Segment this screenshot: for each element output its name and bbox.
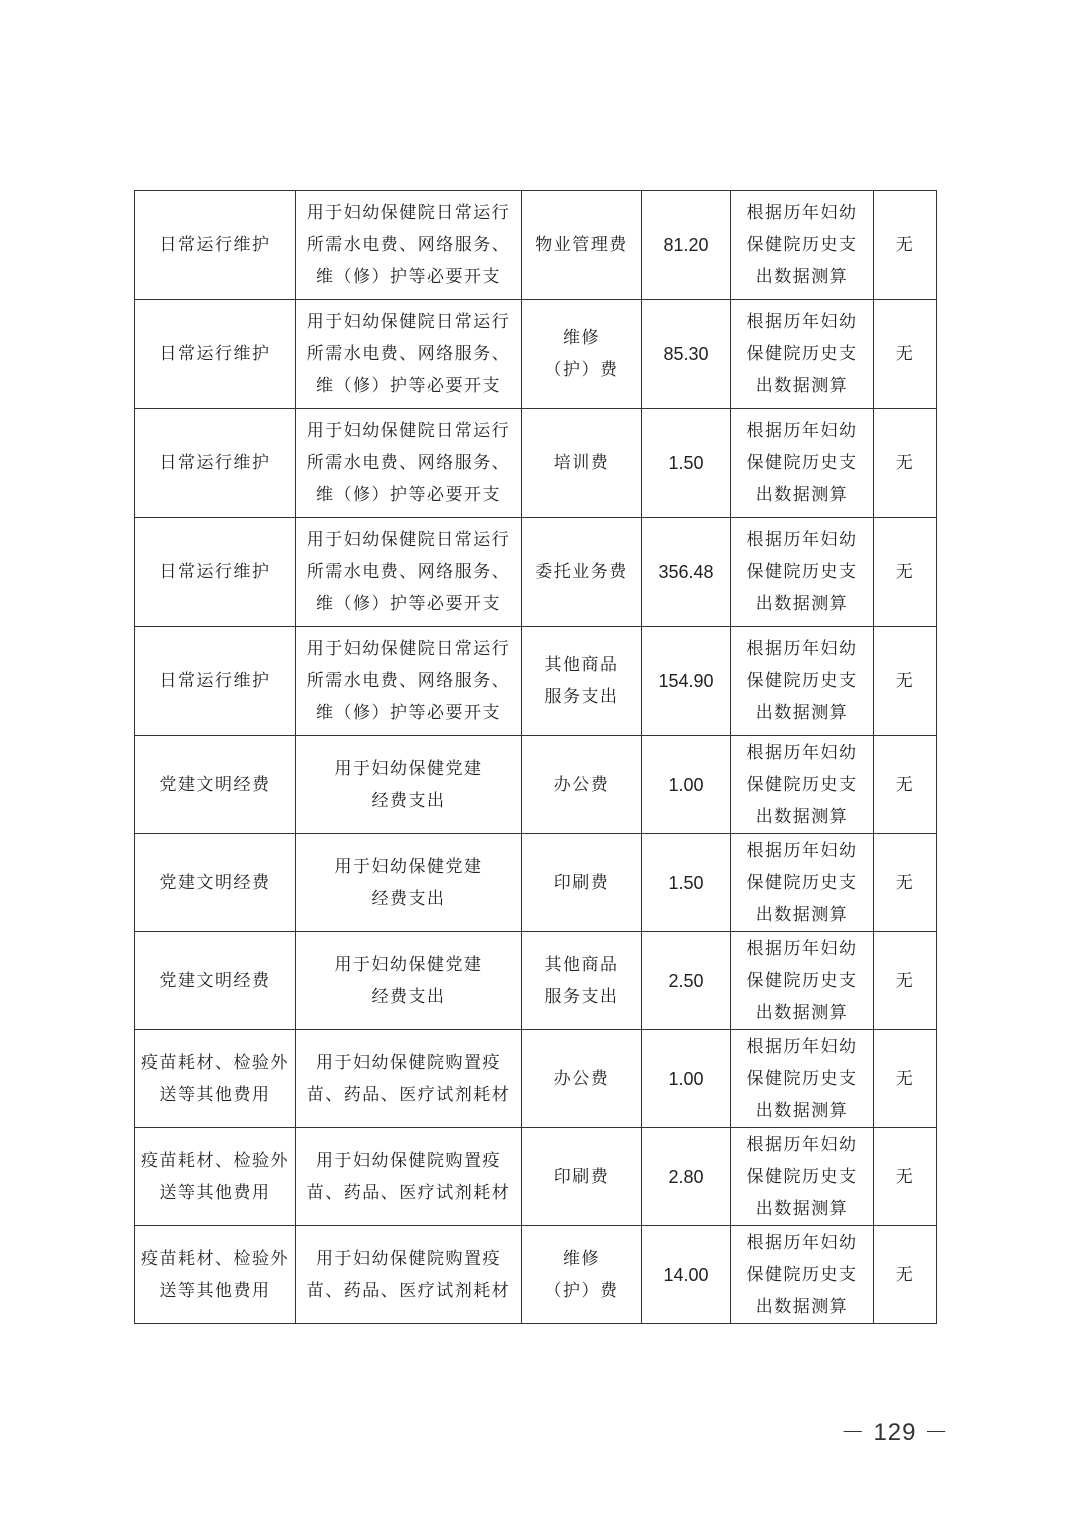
purpose-cell-line: 维（修）护等必要开支 bbox=[316, 594, 501, 614]
purpose-cell-line: 用于妇幼保健党建 bbox=[334, 856, 483, 877]
basis-cell-line: 根据历年妇幼 bbox=[746, 203, 858, 223]
expense-item-cell-line: （护）费 bbox=[544, 360, 619, 380]
expense-item-cell bbox=[522, 627, 642, 736]
purpose-cell-line: 用于妇幼保健院购置疫 bbox=[316, 1052, 501, 1073]
basis-cell-line: 出数据测算 bbox=[755, 1296, 849, 1317]
expense-item-cell-line: 办公费 bbox=[553, 774, 610, 795]
purpose-cell-line: 用于妇幼保健党建 bbox=[334, 758, 483, 779]
basis-cell-line: 根据历年妇幼 bbox=[746, 840, 858, 861]
basis-cell-line: 保健院历史支 bbox=[746, 1068, 858, 1089]
expense-item-cell bbox=[522, 191, 642, 300]
category-cell-line: 送等其他费用 bbox=[159, 1084, 271, 1105]
basis-cell-line: 保健院历史支 bbox=[746, 1264, 858, 1285]
purpose-cell-line: 维（修）护等必要开支 bbox=[316, 376, 501, 396]
basis-cell bbox=[731, 1226, 874, 1324]
amount-cell: 85.30 bbox=[642, 300, 731, 409]
basis-cell-line: 出数据测算 bbox=[755, 1100, 849, 1121]
note-cell: 无 bbox=[874, 300, 937, 409]
category-cell bbox=[135, 834, 296, 932]
note-cell: 无 bbox=[874, 1226, 937, 1324]
basis-cell-line: 出数据测算 bbox=[755, 267, 849, 287]
page-number: － 129 － bbox=[840, 1419, 950, 1446]
category-cell bbox=[135, 1030, 296, 1128]
category-cell-line: 日常运行维护 bbox=[159, 671, 271, 691]
basis-cell-line: 根据历年妇幼 bbox=[746, 1134, 858, 1155]
amount-cell: 1.50 bbox=[642, 834, 731, 932]
basis-cell-line: 保健院历史支 bbox=[746, 774, 858, 795]
basis-cell-line: 保健院历史支 bbox=[746, 872, 858, 893]
note-cell: 无 bbox=[874, 518, 937, 627]
basis-cell-line: 出数据测算 bbox=[755, 1198, 849, 1219]
purpose-cell bbox=[296, 1030, 522, 1128]
table-row bbox=[135, 300, 937, 409]
expense-item-cell bbox=[522, 736, 642, 834]
purpose-cell-line: 苗、药品、医疗试剂耗材 bbox=[306, 1084, 511, 1105]
basis-cell-line: 保健院历史支 bbox=[746, 562, 858, 582]
table-body bbox=[135, 191, 937, 1324]
basis-cell-line: 出数据测算 bbox=[755, 703, 849, 723]
expense-item-cell-line: 培训费 bbox=[553, 453, 610, 473]
table-row bbox=[135, 1226, 937, 1324]
expense-item-cell bbox=[522, 409, 642, 518]
category-cell bbox=[135, 1226, 296, 1324]
table-row bbox=[135, 191, 937, 300]
purpose-cell-line: 所需水电费、网络服务、 bbox=[306, 671, 511, 691]
basis-cell bbox=[731, 191, 874, 300]
note-cell: 无 bbox=[874, 1128, 937, 1226]
category-cell bbox=[135, 409, 296, 518]
category-cell-line: 日常运行维护 bbox=[159, 235, 271, 255]
expense-item-cell-line: 其他商品 bbox=[544, 954, 619, 975]
expense-item-cell-line: 印刷费 bbox=[553, 1166, 610, 1187]
purpose-cell-line: 维（修）护等必要开支 bbox=[316, 703, 501, 723]
note-cell: 无 bbox=[874, 736, 937, 834]
category-cell-line: 日常运行维护 bbox=[159, 344, 271, 364]
basis-cell-line: 出数据测算 bbox=[755, 904, 849, 925]
expense-item-cell bbox=[522, 518, 642, 627]
category-cell-line: 党建文明经费 bbox=[159, 872, 271, 893]
expense-item-cell bbox=[522, 1226, 642, 1324]
purpose-cell bbox=[296, 627, 522, 736]
expense-item-cell-line: 委托业务费 bbox=[535, 562, 628, 582]
amount-cell: 2.80 bbox=[642, 1128, 731, 1226]
table-row bbox=[135, 1030, 937, 1128]
category-cell bbox=[135, 300, 296, 409]
purpose-cell-line: 所需水电费、网络服务、 bbox=[306, 344, 511, 364]
basis-cell bbox=[731, 409, 874, 518]
expense-item-cell-line: 印刷费 bbox=[553, 872, 610, 893]
expense-item-cell bbox=[522, 834, 642, 932]
category-cell-line: 疫苗耗材、检验外 bbox=[141, 1248, 289, 1269]
basis-cell-line: 根据历年妇幼 bbox=[746, 938, 858, 959]
expense-item-cell bbox=[522, 1030, 642, 1128]
basis-cell-line: 出数据测算 bbox=[755, 806, 849, 827]
basis-cell-line: 保健院历史支 bbox=[746, 235, 858, 255]
purpose-cell-line: 用于妇幼保健院日常运行 bbox=[306, 639, 511, 659]
purpose-cell-line: 用于妇幼保健院日常运行 bbox=[306, 203, 511, 223]
amount-cell: 154.90 bbox=[642, 627, 731, 736]
amount-cell: 2.50 bbox=[642, 932, 731, 1030]
purpose-cell-line: 用于妇幼保健院购置疫 bbox=[316, 1150, 501, 1171]
category-cell-line: 日常运行维护 bbox=[159, 562, 271, 582]
expense-item-cell-line: 维修 bbox=[563, 1248, 600, 1269]
amount-cell: 81.20 bbox=[642, 191, 731, 300]
purpose-cell-line: 经费支出 bbox=[371, 888, 446, 909]
category-cell bbox=[135, 191, 296, 300]
purpose-cell-line: 所需水电费、网络服务、 bbox=[306, 562, 511, 582]
purpose-cell-line: 经费支出 bbox=[371, 790, 446, 811]
basis-cell-line: 出数据测算 bbox=[755, 594, 849, 614]
note-cell: 无 bbox=[874, 1030, 937, 1128]
basis-cell-line: 保健院历史支 bbox=[746, 344, 858, 364]
purpose-cell-line: 维（修）护等必要开支 bbox=[316, 267, 501, 287]
category-cell-line: 送等其他费用 bbox=[159, 1182, 271, 1203]
expense-item-cell-line: 服务支出 bbox=[544, 986, 619, 1007]
basis-cell bbox=[731, 834, 874, 932]
purpose-cell-line: 所需水电费、网络服务、 bbox=[306, 235, 511, 255]
basis-cell-line: 出数据测算 bbox=[755, 376, 849, 396]
basis-cell-line: 根据历年妇幼 bbox=[746, 742, 858, 763]
category-cell-line: 党建文明经费 bbox=[159, 970, 271, 991]
purpose-cell-line: 维（修）护等必要开支 bbox=[316, 485, 501, 505]
category-cell bbox=[135, 518, 296, 627]
purpose-cell-line: 用于妇幼保健院日常运行 bbox=[306, 312, 511, 332]
category-cell bbox=[135, 627, 296, 736]
expense-item-cell-line: 服务支出 bbox=[544, 687, 619, 707]
basis-cell-line: 根据历年妇幼 bbox=[746, 421, 858, 441]
budget-table bbox=[134, 190, 937, 1324]
purpose-cell bbox=[296, 1226, 522, 1324]
table-row bbox=[135, 518, 937, 627]
expense-item-cell-line: 维修 bbox=[563, 328, 600, 348]
amount-cell: 356.48 bbox=[642, 518, 731, 627]
basis-cell bbox=[731, 1128, 874, 1226]
purpose-cell-line: 用于妇幼保健院日常运行 bbox=[306, 421, 511, 441]
table-row bbox=[135, 932, 937, 1030]
expense-item-cell bbox=[522, 932, 642, 1030]
basis-cell bbox=[731, 300, 874, 409]
purpose-cell bbox=[296, 834, 522, 932]
table-row bbox=[135, 834, 937, 932]
purpose-cell bbox=[296, 1128, 522, 1226]
amount-cell: 1.00 bbox=[642, 736, 731, 834]
note-cell: 无 bbox=[874, 932, 937, 1030]
table-row bbox=[135, 409, 937, 518]
category-cell-line: 疫苗耗材、检验外 bbox=[141, 1052, 289, 1073]
purpose-cell bbox=[296, 518, 522, 627]
basis-cell-line: 保健院历史支 bbox=[746, 671, 858, 691]
purpose-cell-line: 苗、药品、医疗试剂耗材 bbox=[306, 1182, 511, 1203]
expense-item-cell bbox=[522, 300, 642, 409]
category-cell-line: 送等其他费用 bbox=[159, 1280, 271, 1301]
expense-item-cell-line: 办公费 bbox=[553, 1068, 610, 1089]
note-cell: 无 bbox=[874, 191, 937, 300]
amount-cell: 1.00 bbox=[642, 1030, 731, 1128]
purpose-cell-line: 所需水电费、网络服务、 bbox=[306, 453, 511, 473]
basis-cell bbox=[731, 1030, 874, 1128]
purpose-cell-line: 苗、药品、医疗试剂耗材 bbox=[306, 1280, 511, 1301]
table-row bbox=[135, 627, 937, 736]
purpose-cell bbox=[296, 300, 522, 409]
basis-cell bbox=[731, 518, 874, 627]
purpose-cell bbox=[296, 409, 522, 518]
basis-cell-line: 根据历年妇幼 bbox=[746, 312, 858, 332]
basis-cell-line: 保健院历史支 bbox=[746, 453, 858, 473]
category-cell bbox=[135, 1128, 296, 1226]
expense-item-cell-line: 其他商品 bbox=[544, 655, 619, 675]
amount-cell: 1.50 bbox=[642, 409, 731, 518]
amount-cell: 14.00 bbox=[642, 1226, 731, 1324]
category-cell-line: 党建文明经费 bbox=[159, 774, 271, 795]
basis-cell-line: 保健院历史支 bbox=[746, 1166, 858, 1187]
purpose-cell-line: 用于妇幼保健院购置疫 bbox=[316, 1248, 501, 1269]
category-cell-line: 疫苗耗材、检验外 bbox=[141, 1150, 289, 1171]
category-cell bbox=[135, 932, 296, 1030]
purpose-cell-line: 经费支出 bbox=[371, 986, 446, 1007]
table-row bbox=[135, 736, 937, 834]
table-row bbox=[135, 1128, 937, 1226]
basis-cell bbox=[731, 627, 874, 736]
purpose-cell-line: 用于妇幼保健党建 bbox=[334, 954, 483, 975]
purpose-cell bbox=[296, 932, 522, 1030]
note-cell: 无 bbox=[874, 627, 937, 736]
basis-cell-line: 出数据测算 bbox=[755, 485, 849, 505]
purpose-cell-line: 用于妇幼保健院日常运行 bbox=[306, 530, 511, 550]
category-cell bbox=[135, 736, 296, 834]
note-cell: 无 bbox=[874, 834, 937, 932]
basis-cell-line: 根据历年妇幼 bbox=[746, 639, 858, 659]
basis-cell-line: 根据历年妇幼 bbox=[746, 1232, 858, 1253]
basis-cell bbox=[731, 932, 874, 1030]
basis-cell-line: 出数据测算 bbox=[755, 1002, 849, 1023]
note-cell: 无 bbox=[874, 409, 937, 518]
basis-cell-line: 根据历年妇幼 bbox=[746, 1036, 858, 1057]
expense-item-cell-line: （护）费 bbox=[544, 1280, 619, 1301]
purpose-cell bbox=[296, 736, 522, 834]
expense-item-cell-line: 物业管理费 bbox=[535, 235, 628, 255]
basis-cell-line: 保健院历史支 bbox=[746, 970, 858, 991]
basis-cell-line: 根据历年妇幼 bbox=[746, 530, 858, 550]
purpose-cell bbox=[296, 191, 522, 300]
expense-item-cell bbox=[522, 1128, 642, 1226]
category-cell-line: 日常运行维护 bbox=[159, 453, 271, 473]
basis-cell bbox=[731, 736, 874, 834]
